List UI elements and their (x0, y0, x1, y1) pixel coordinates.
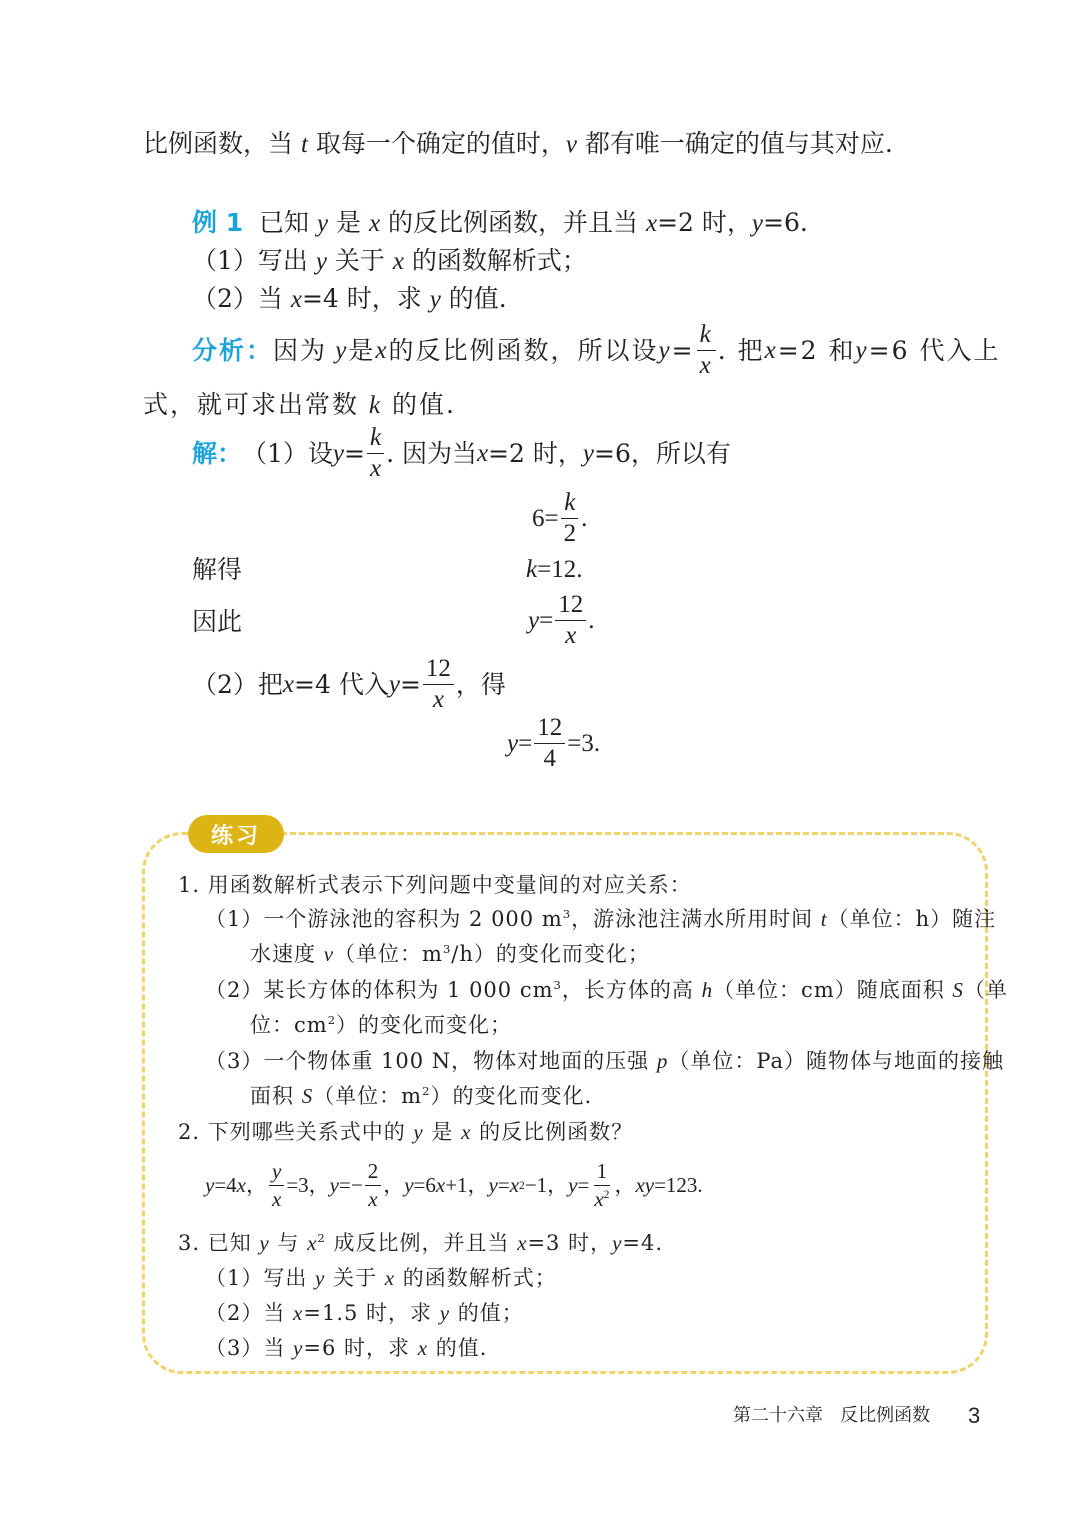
practice-q3-2: （2）当 x=1.5 时，求 y 的值； (205, 1301, 524, 1325)
practice-q1-2-line2: 位：$cm^2$）的变化而变化； (250, 1012, 513, 1037)
practice-q1-1-line2: 水速度 v（单位：$m^3/h$）的变化而变化； (250, 941, 650, 966)
fraction-k-over-x: $\frac{k}{x}$ (697, 322, 716, 380)
chapter-title: 反比例函数 (840, 1405, 931, 1426)
practice-q1-3-line1: （3）一个物体重 100 N，物体对地面的压强 p（单位：Pa）随物体与地面的接触 (205, 1049, 1005, 1073)
page-number: 3 (968, 1403, 981, 1428)
example-title: 例 1 已知 y 是 x 的反比例函数，并且当 x=2 时，y=6. (192, 208, 808, 237)
practice-q3-1: （1）写出 y 关于 x 的函数解析式； (205, 1266, 557, 1290)
equation-k-equals-12: k=12. (526, 556, 583, 583)
footer-chapter (733, 1407, 930, 1425)
var-v: v (565, 131, 577, 158)
practice-q2-expressions: y =4 x ， $\frac{y}{x}$ =3 ， y =− $\frac{2}{x}$ ， y =6 x +1 ， y = x 2 −1 ， y = $\frac{1}{x^2}$ ， x y =123. (205, 1159, 703, 1212)
practice-q2: 2. 下列哪些关系式中的 y 是 x 的反比例函数？ (178, 1120, 634, 1144)
practice-q3-3: （3）当 y=6 时，求 x 的值. (205, 1336, 488, 1360)
solution-label: 解： (192, 439, 243, 469)
practice-q3: 3. 已知 y 与 $x^2$ 成反比例，并且当 x=3 时，y=4. (178, 1230, 664, 1255)
equation-y-equals-12-over-x: y = $\frac{12}{x}$ . (528, 591, 595, 650)
solve-label: 解得 (192, 555, 243, 584)
practice-q1: 1. 用函数解析式表示下列问题中变量间的对应关系： (178, 873, 692, 897)
practice-q1-2-line1: （2）某长方体的体积为 1 000 $cm^3$，长方体的高 h（单位：cm）随底面积 S（单 (205, 977, 1008, 1002)
chapter-number: 第二十六章 (733, 1405, 823, 1426)
analysis-label: 分析： (192, 336, 274, 366)
intro-line: 比例函数，当 t 取每一个确定的值时，v 都有唯一确定的值与其对应. (143, 129, 893, 158)
solution-line-1: 解： （1）设 y = $\frac{k}{x}$ . 因为当 x =2 时， y =6，所以有 (192, 424, 731, 483)
analysis-line-1: 分析： 因为 y 是 x 的反比例函数，所以设 y = $\frac{k}{x}$ . 把 x =2 和 y =6 代入上 (192, 321, 1001, 380)
therefore-label: 因此 (192, 607, 243, 636)
practice-q1-1-line1: （1）一个游泳池的容积为 2 000 $m^3$，游泳池注满水所用时间 t（单位：h）随注 (205, 906, 997, 931)
analysis-line-2: 式，就可求出常数 k 的值. (143, 390, 456, 419)
var-t: t (300, 131, 308, 158)
equation-final: y = $\frac{12}{4}$ =3. (507, 714, 601, 773)
practice-badge: 练习 (188, 815, 284, 853)
fraction-k-over-x: $\frac{k}{x}$ (367, 425, 384, 483)
example-label: 例 1 (192, 208, 244, 237)
equation-6-equals-k-over-2: 6= $\frac{k}{2}$ . (532, 489, 588, 548)
solution-part-2: （2）把 x =4 代入 y = $\frac{12}{x}$ ，得 (192, 655, 506, 714)
example-part-2: （2）当 x=4 时，求 y 的值. (192, 284, 507, 313)
practice-q1-3-line2: 面积 S（单位：$m^2$）的变化而变化. (250, 1083, 593, 1108)
example-part-1: （1）写出 y 关于 x 的函数解析式； (192, 246, 587, 275)
